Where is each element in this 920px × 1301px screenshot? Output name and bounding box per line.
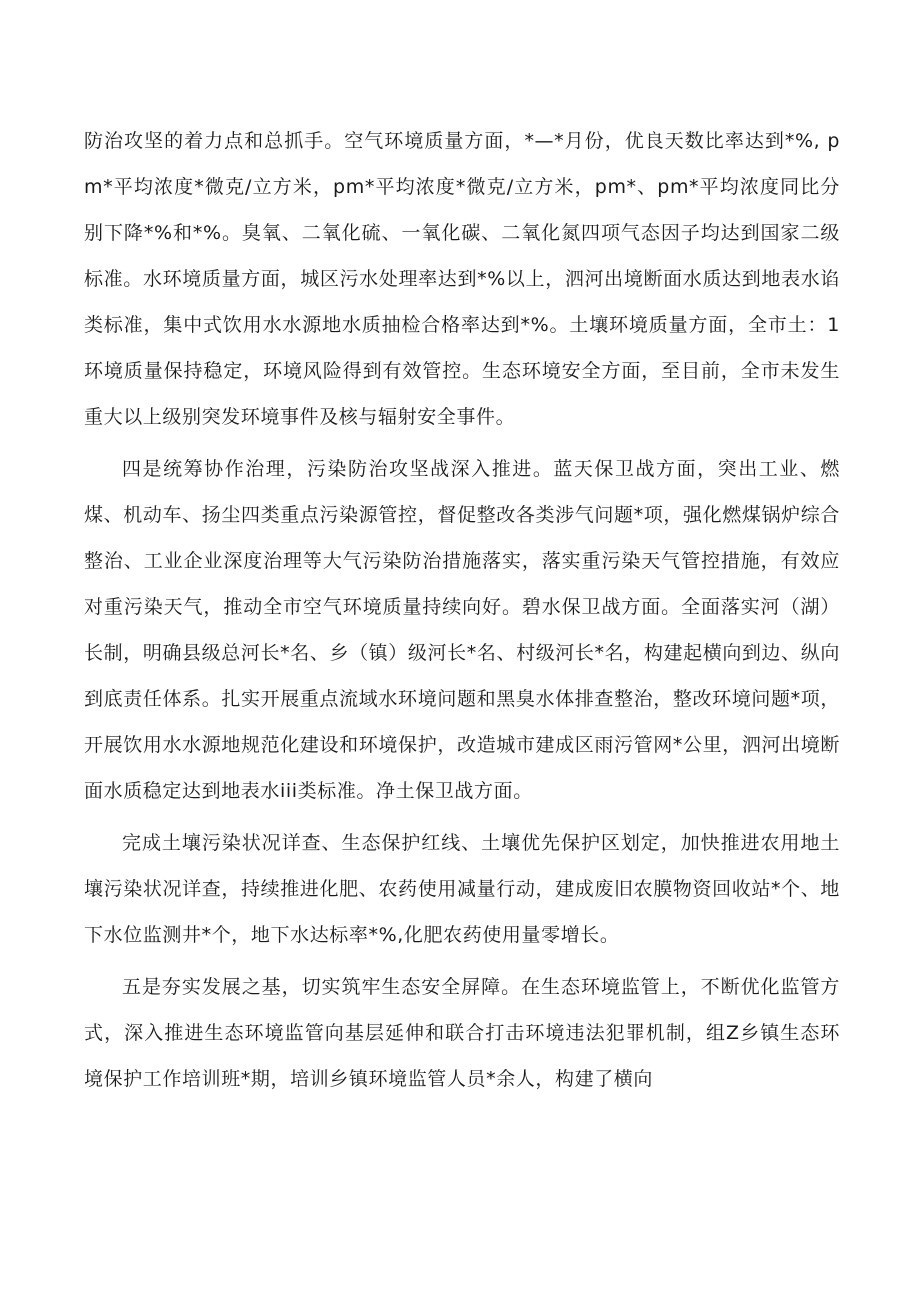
paragraph-2: 四是统筹协作治理，污染防治攻坚战深入推进。蓝天保卫战方面，突出工业、燃煤、机动车、扬尘四类重点污染源管控，督促整改各类涉气问题*项，强化燃煤锅炉综合整治、工业企业深度治理等大气污染防治措施落实，落实重污染天气管控措施，有效应对重污染天气，推动全市空气环境质量持续向好。碧水保卫战方面。全面落实河（湖）长制，明确县级总河长*名、乡（镇）级河长*名、村级河长*名，构建起横向到边、纵向到底责任体系。扎实开展重点流域水环境问题和黑臭水体排查整治，整改环境问题*项，开展饮用水水源地规范化建设和环境保护，改造城市建成区雨污管网*公里，泗河出境断面水质稳定达到地表水iii类标准。净土保卫战方面。 (84, 458, 840, 802)
paragraph-4: 五是夯实发展之基，切实筑牢生态安全屏障。在生态环境监管上，不断优化监管方式，深入推进生态环境监管向基层延伸和联合打击环境违法犯罪机制，组Z乡镇生态环境保护工作培训班*期，培训乡镇环境监管人员*余人，构建了横向 (84, 976, 840, 1090)
document-body (84, 118, 840, 1108)
paragraph-3: 完成土壤污染状况详查、生态保护红线、土壤优先保护区划定，加快推进农用地土壤污染状况详查，持续推进化肥、农药使用减量行动，建成废旧农膜物资回收站*个、地下水位监测井*个，地下水达标率*%,化肥农药使用量零增长。 (84, 832, 840, 946)
paragraph-1: 防治攻坚的着力点和总抓手。空气环境质量方面，*—*月份，优良天数比率达到*%, pm*平均浓度*微克/立方米，pm*平均浓度*微克/立方米，pm*、pm*平均浓度同比分别下降*%和*%。臭氧、二氧化硫、一氧化碳、二氧化氮四项气态因子均达到国家二级标准。水环境质量方面，城区污水处理率达到*%以上，泗河出境断面水质达到地表水谄类标准，集中式饮用水水源地水质抽检合格率达到*%。土壤环境质量方面，全市土：1环境质量保持稳定，环境风险得到有效管控。生态环境安全方面，至目前，全市未发生重大以上级别突发环境事件及核与辐射安全事件。 (84, 130, 840, 428)
